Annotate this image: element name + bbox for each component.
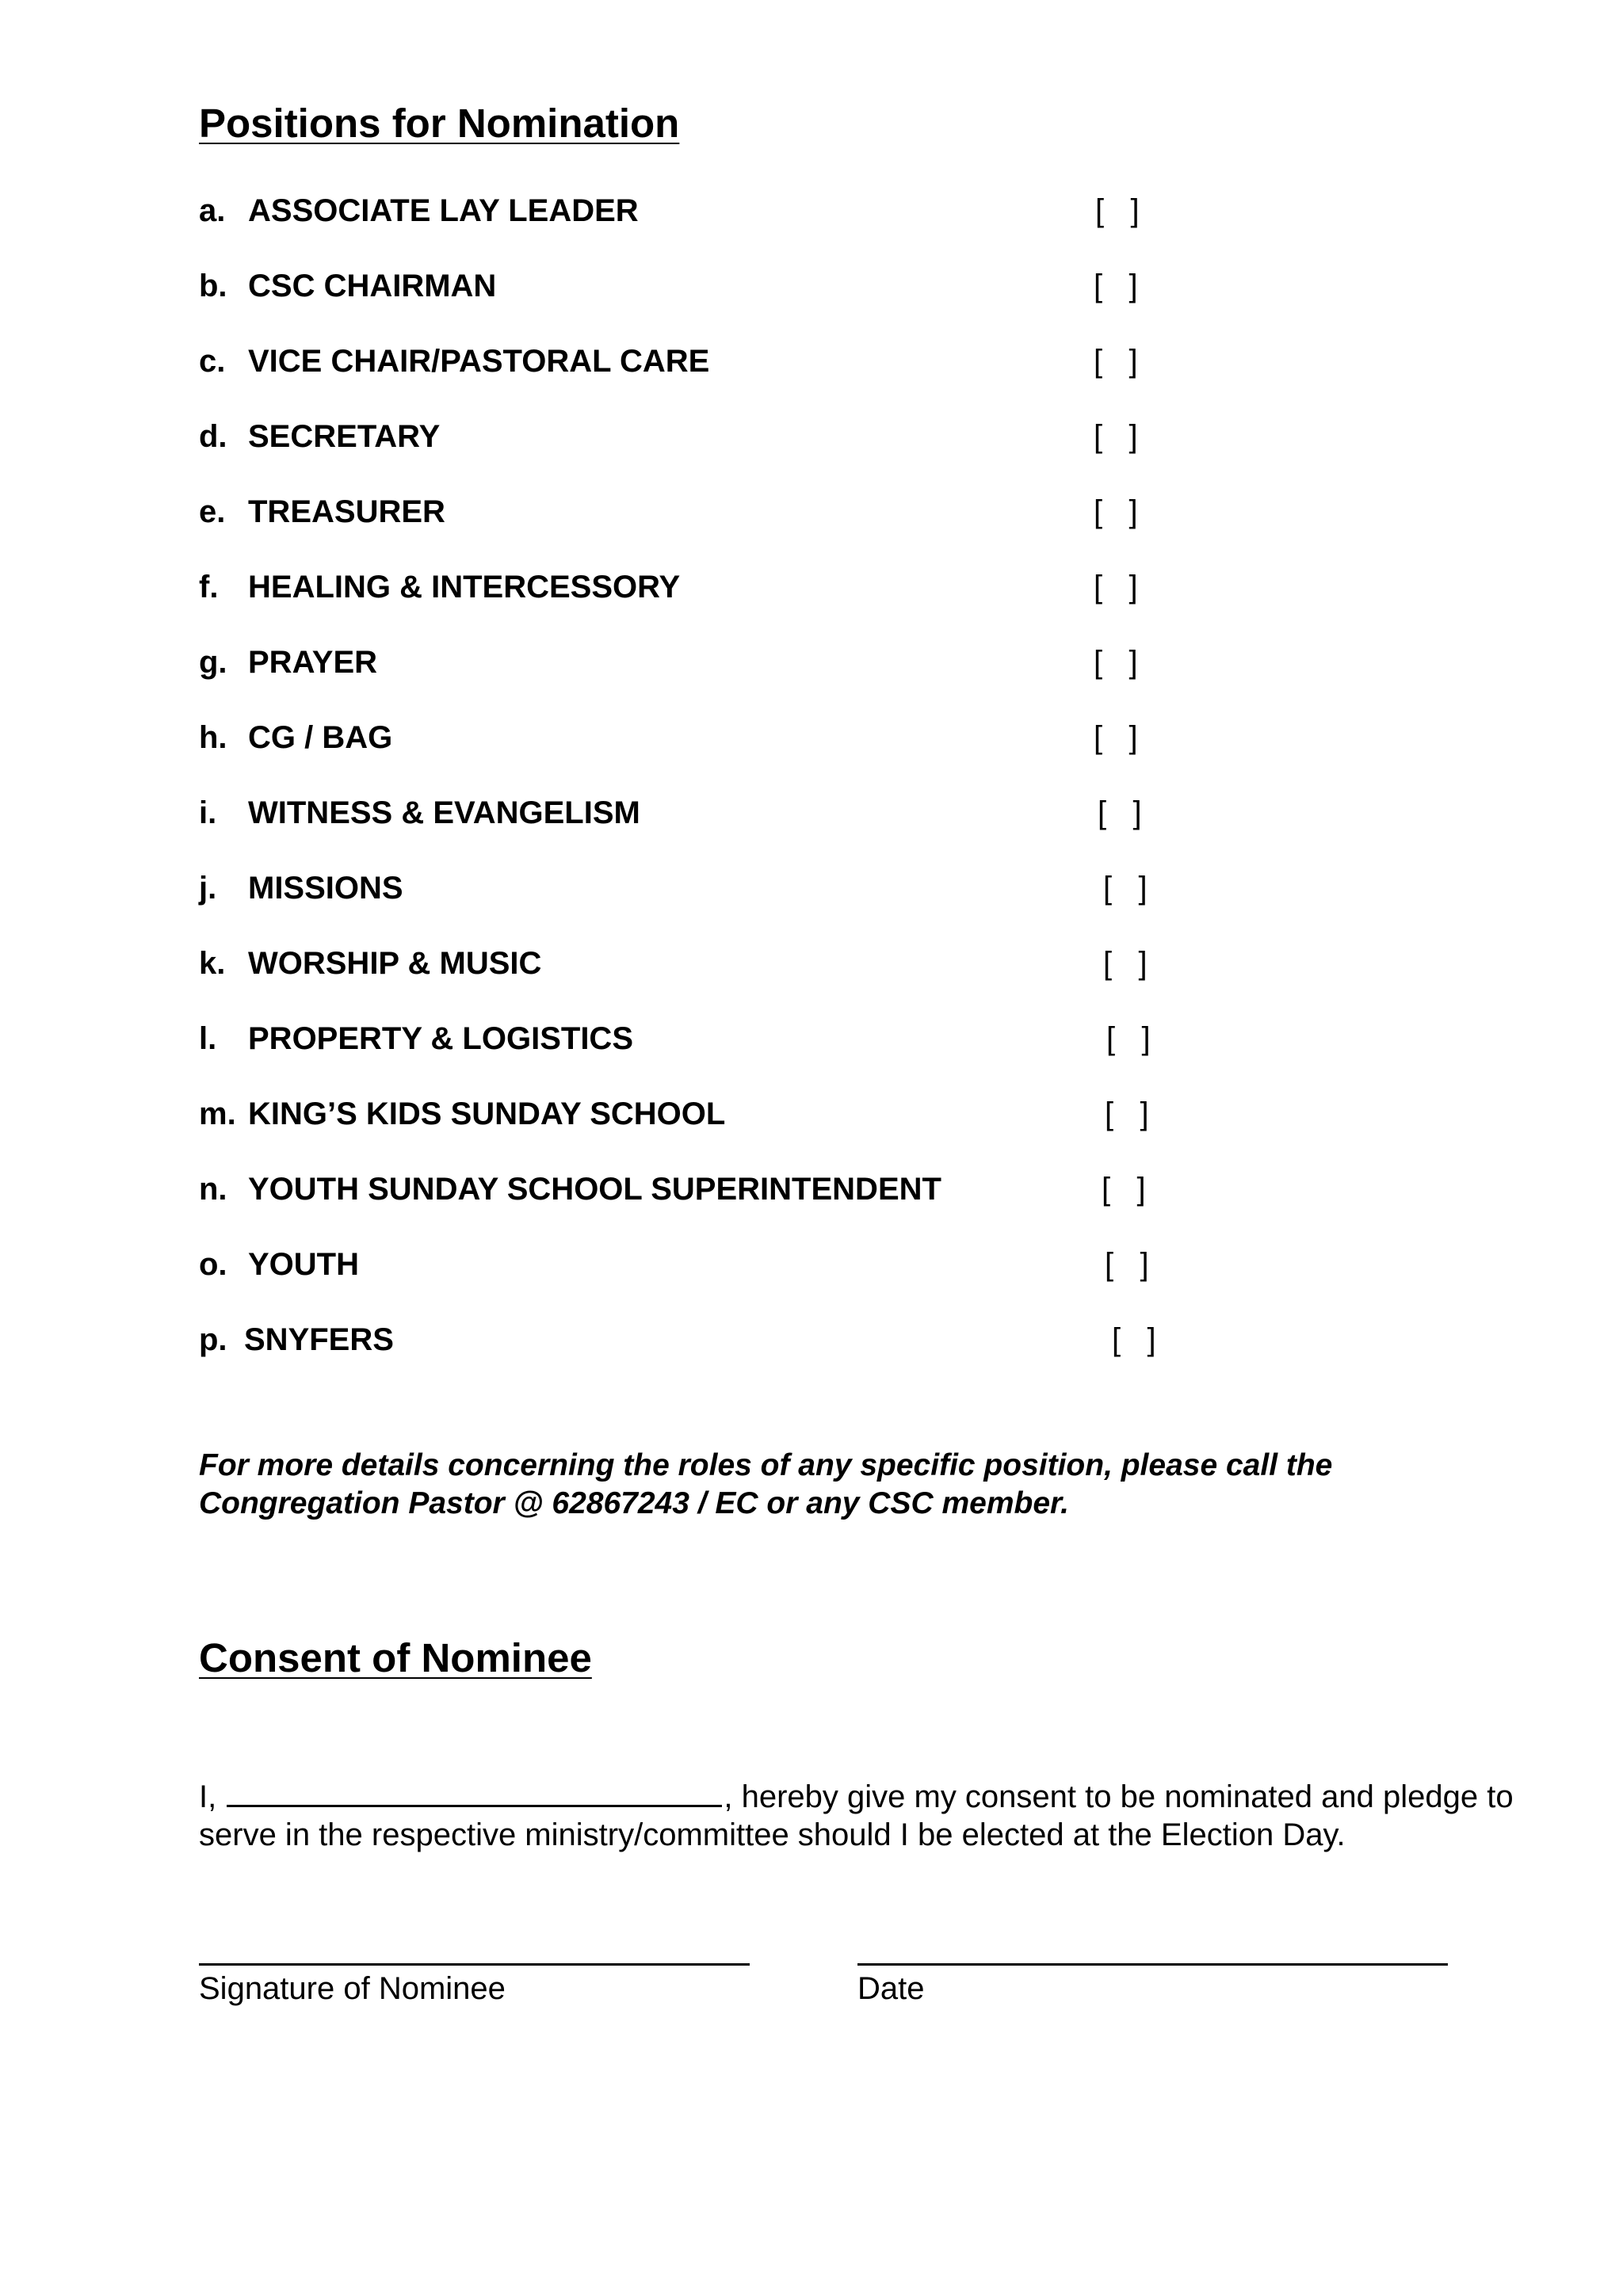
position-label: SECRETARY <box>248 419 441 454</box>
position-letter: k. <box>199 946 226 981</box>
position-label: ASSOCIATE LAY LEADER <box>248 193 639 228</box>
position-checkbox-associate-lay-leader[interactable]: [ ] <box>1095 193 1140 228</box>
position-checkbox-csc-chairman[interactable]: [ ] <box>1094 269 1138 303</box>
contact-note-line-1: For more details concerning the roles of any specific position, please call the <box>199 1448 1333 1482</box>
position-checkbox-youth-sunday-school-superintendent[interactable]: [ ] <box>1102 1172 1146 1207</box>
date-field[interactable] <box>857 1963 1448 1966</box>
position-label: MISSIONS <box>248 871 403 906</box>
positions-title: Positions for Nomination <box>199 101 680 146</box>
position-letter: m. <box>199 1097 236 1131</box>
nominee-name-field[interactable] <box>227 1778 722 1807</box>
position-checkbox-witness-evangelism[interactable]: [ ] <box>1098 795 1142 830</box>
position-letter: j. <box>199 871 217 906</box>
position-label: SNYFERS <box>244 1322 394 1357</box>
position-label: WORSHIP & MUSIC <box>248 946 542 981</box>
position-letter: g. <box>199 645 227 680</box>
consent-statement-line-1 <box>199 1778 1562 1816</box>
position-label: TREASURER <box>248 494 445 529</box>
position-letter: f. <box>199 570 219 605</box>
position-checkbox-king-s-kids-sunday-school[interactable]: [ ] <box>1105 1097 1149 1131</box>
position-label: YOUTH SUNDAY SCHOOL SUPERINTENDENT <box>248 1172 941 1207</box>
position-label: PROPERTY & LOGISTICS <box>248 1021 633 1056</box>
position-checkbox-vice-chair-pastoral-care[interactable]: [ ] <box>1094 344 1138 379</box>
position-letter: d. <box>199 419 227 454</box>
position-checkbox-secretary[interactable]: [ ] <box>1094 419 1138 454</box>
position-label: WITNESS & EVANGELISM <box>248 795 640 830</box>
position-label: CSC CHAIRMAN <box>248 269 497 303</box>
position-letter: o. <box>199 1247 227 1282</box>
position-letter: n. <box>199 1172 227 1207</box>
consent-prefix: I, <box>199 1779 217 1814</box>
position-label: PRAYER <box>248 645 378 680</box>
position-checkbox-youth[interactable]: [ ] <box>1105 1247 1149 1282</box>
position-checkbox-property-logistics[interactable]: [ ] <box>1106 1021 1151 1056</box>
contact-note <box>199 1447 1467 1523</box>
consent-statement-line-2: serve in the respective ministry/committee should I be elected at the Election Day. <box>199 1817 1346 1852</box>
position-checkbox-snyfers[interactable]: [ ] <box>1112 1322 1156 1357</box>
position-label: HEALING & INTERCESSORY <box>248 570 681 605</box>
position-letter: c. <box>199 344 226 379</box>
position-checkbox-prayer[interactable]: [ ] <box>1094 645 1138 680</box>
consent-title: Consent of Nominee <box>199 1635 592 1680</box>
contact-note-line-2: Congregation Pastor @ 62867243 / EC or any CSC member. <box>199 1486 1069 1520</box>
position-letter: h. <box>199 720 227 755</box>
position-label: YOUTH <box>248 1247 359 1282</box>
signature-field[interactable] <box>199 1963 750 1966</box>
position-label: CG / BAG <box>248 720 393 755</box>
position-checkbox-treasurer[interactable]: [ ] <box>1094 494 1138 529</box>
position-letter: a. <box>199 193 226 228</box>
consent-statement <box>199 1778 1562 1854</box>
position-checkbox-worship-music[interactable]: [ ] <box>1103 946 1148 981</box>
date-label: Date <box>857 1971 925 2006</box>
position-label: VICE CHAIR/PASTORAL CARE <box>248 344 710 379</box>
position-letter: l. <box>199 1021 217 1056</box>
signature-label: Signature of Nominee <box>199 1971 506 2006</box>
position-checkbox-cg-bag[interactable]: [ ] <box>1094 720 1138 755</box>
position-letter: e. <box>199 494 226 529</box>
position-checkbox-healing-intercessory[interactable]: [ ] <box>1094 570 1138 605</box>
position-letter: b. <box>199 269 227 303</box>
position-letter: p. <box>199 1322 227 1357</box>
position-letter: i. <box>199 795 217 830</box>
position-label: KING’S KIDS SUNDAY SCHOOL <box>248 1097 726 1131</box>
position-checkbox-missions[interactable]: [ ] <box>1103 871 1148 906</box>
consent-suffix: , hereby give my consent to be nominated and pledge to <box>724 1779 1514 1814</box>
